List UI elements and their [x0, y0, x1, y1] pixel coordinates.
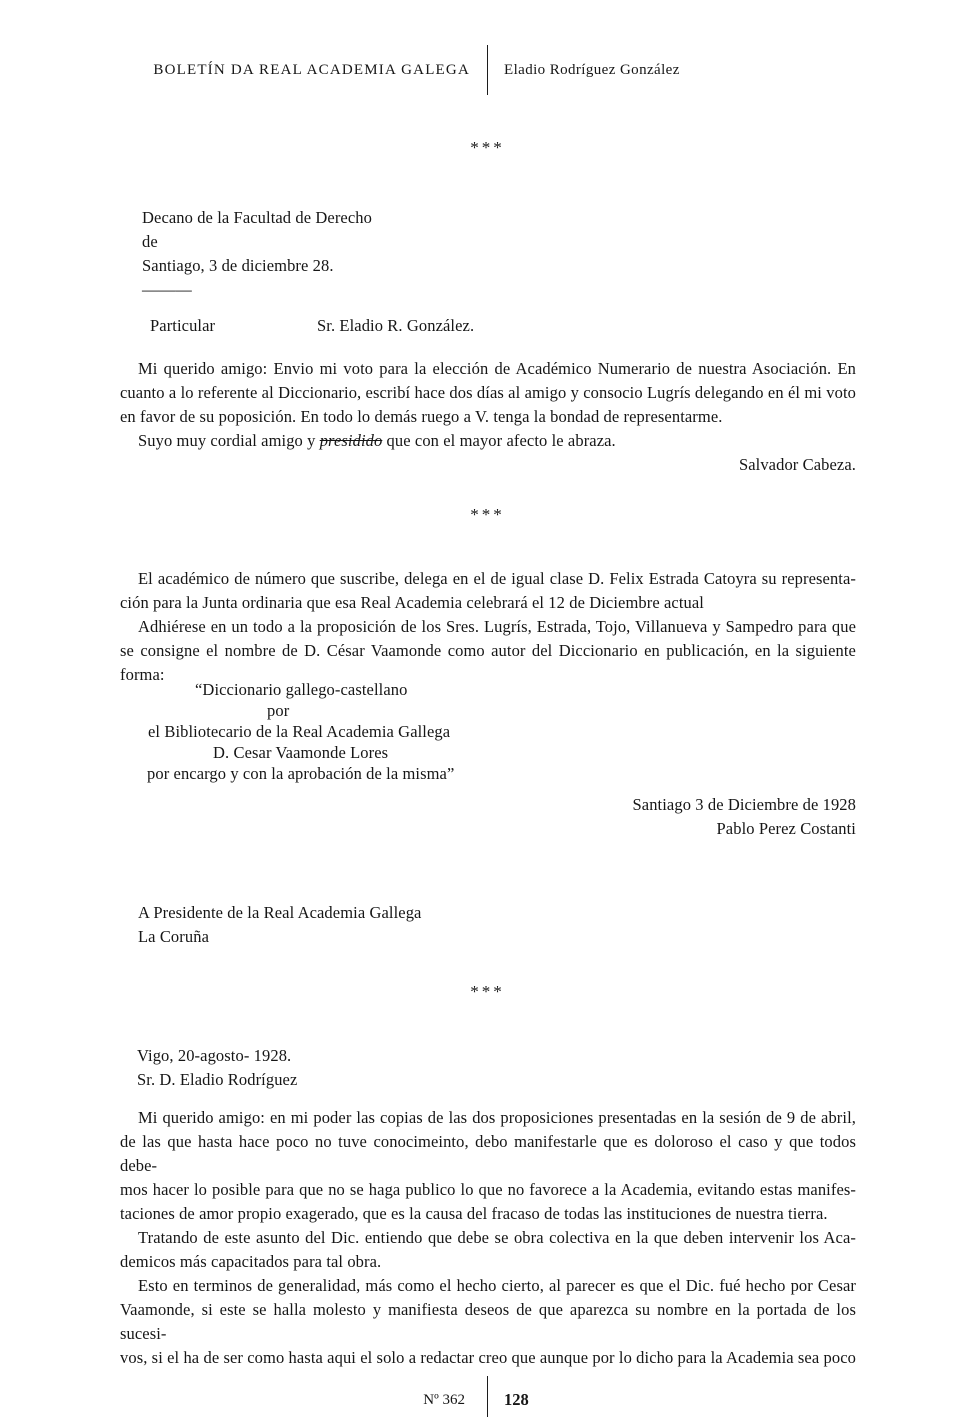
address-line: Santiago, 3 de diciembre 28.	[142, 256, 334, 275]
text-line: vos, si el ha de ser como hasta aqui el solo a redactar creo que aunque por lo dicho para la Academia sea poco	[120, 1348, 856, 1367]
text-line: en favor de su poposición. En todo lo demás ruego a V. tenga la bondad de representarme.	[120, 407, 723, 426]
page-footer	[0, 1376, 975, 1417]
quote-line: el Bibliotecario de la Real Academia Gallega	[148, 722, 451, 741]
delegation-body	[120, 567, 856, 687]
text-line: taciones de amor propio exagerado, que es la causa del fracaso de todas las instituciones de nuestra tierra.	[120, 1204, 828, 1223]
page-number: 128	[504, 1390, 529, 1409]
text-line: forma:	[120, 665, 165, 684]
letter1-body	[120, 357, 856, 477]
text-line: demicos más capacitados para tal obra.	[120, 1252, 382, 1271]
closing-prefix: Suyo muy cordial amigo y	[138, 431, 320, 450]
addressee-line: La Coruña	[138, 927, 210, 946]
delegation-dateline-block	[120, 793, 856, 841]
text-line: cuanto a lo referente al Diccionario, escribí hace dos días al amigo y consocio Lugrís delegando en él mi voto	[120, 383, 856, 402]
text-line: Esto en terminos de generalidad, más como el hecho cierto, al parecer es que el Dic. fué hecho por Cesar	[138, 1276, 856, 1295]
address-line: de	[142, 232, 158, 251]
date-line: Santiago 3 de Diciembre de 1928	[632, 795, 856, 814]
letter1-salutation-row	[120, 314, 886, 338]
section-separator: ***	[470, 138, 505, 157]
journal-title: BOLETÍN DA REAL ACADEMIA GALEGA	[153, 61, 470, 78]
text-line: Mi querido amigo: Envio mi voto para la elección de Académico Numerario de nuestra Asociación. En	[138, 359, 856, 378]
delegation-signature: Pablo Perez Costanti	[716, 819, 856, 838]
letter1-signature: Salvador Cabeza.	[738, 455, 856, 474]
letter1-addressee: Sr. Eladio R. González.	[317, 316, 475, 335]
closing-suffix: que con el mayor afecto le abraza.	[382, 431, 616, 450]
text-line: mos hacer lo posible para que no se haga publico lo que no favorece a la Academia, evitando estas manifes-	[120, 1180, 856, 1199]
date-line: Vigo, 20-agosto- 1928.	[137, 1046, 292, 1065]
text-line: de las que hasta hace poco no tuve conocimeinto, debo manifestarle que es doloroso el caso y que todos debe-	[120, 1132, 856, 1175]
addressee-line: A Presidente de la Real Academia Gallega	[138, 903, 422, 922]
quote-line: “Diccionario gallego-castellano	[195, 680, 408, 699]
dash-rule: ———	[142, 280, 192, 299]
letter2-heading	[120, 1044, 856, 1092]
author-name: Eladio Rodríguez González	[504, 61, 680, 78]
text-line: Vaamonde, si este se halla molesto y manifiesta deseos de que aparezca su nombre en la portada de los sucesi-	[120, 1300, 856, 1343]
issue-number: Nº 362	[423, 1391, 465, 1408]
text-line: Mi querido amigo: en mi poder las copias de las dos proposiciones presentadas en la sesión de 9 de abril,	[138, 1108, 856, 1127]
letter1-address-block	[120, 206, 856, 302]
delegation-addressee-block	[120, 901, 856, 949]
text-line: se consigne el nombre de D. César Vaamonde como autor del Diccionario en publicación, en la siguiente	[120, 641, 856, 660]
text-line: El académico de número que suscribe, delega en el de igual clase D. Felix Estrada Catoyra su representa-	[138, 569, 856, 588]
quote-line: D. Cesar Vaamonde Lores	[213, 743, 389, 762]
quote-line: por	[267, 701, 290, 720]
masthead	[0, 45, 975, 95]
struck-word: presidido	[319, 431, 383, 450]
particular-label: Particular	[150, 316, 216, 335]
quote-line: por encargo y con la aprobación de la misma”	[147, 764, 455, 783]
text-line: Adhiérese en un todo a la proposición de los Sres. Lugrís, Estrada, Tojo, Villanueva y Sampedro para que	[138, 617, 856, 636]
letter2-addressee: Sr. D. Eladio Rodríguez	[137, 1070, 298, 1089]
letter2-body	[120, 1106, 856, 1370]
text-line: ción para la Junta ordinaria que esa Real Academia celebrará el 12 de Diciembre actual	[120, 593, 704, 612]
section-separator: ***	[470, 982, 505, 1001]
address-line: Decano de la Facultad de Derecho	[142, 208, 372, 227]
text-line: Tratando de este asunto del Dic. entiendo que debe se obra colectiva en la que deben intervenir los Aca-	[138, 1228, 856, 1247]
dictionary-title-quote	[120, 679, 856, 784]
section-separator: ***	[470, 505, 505, 524]
closing-line	[120, 429, 856, 453]
